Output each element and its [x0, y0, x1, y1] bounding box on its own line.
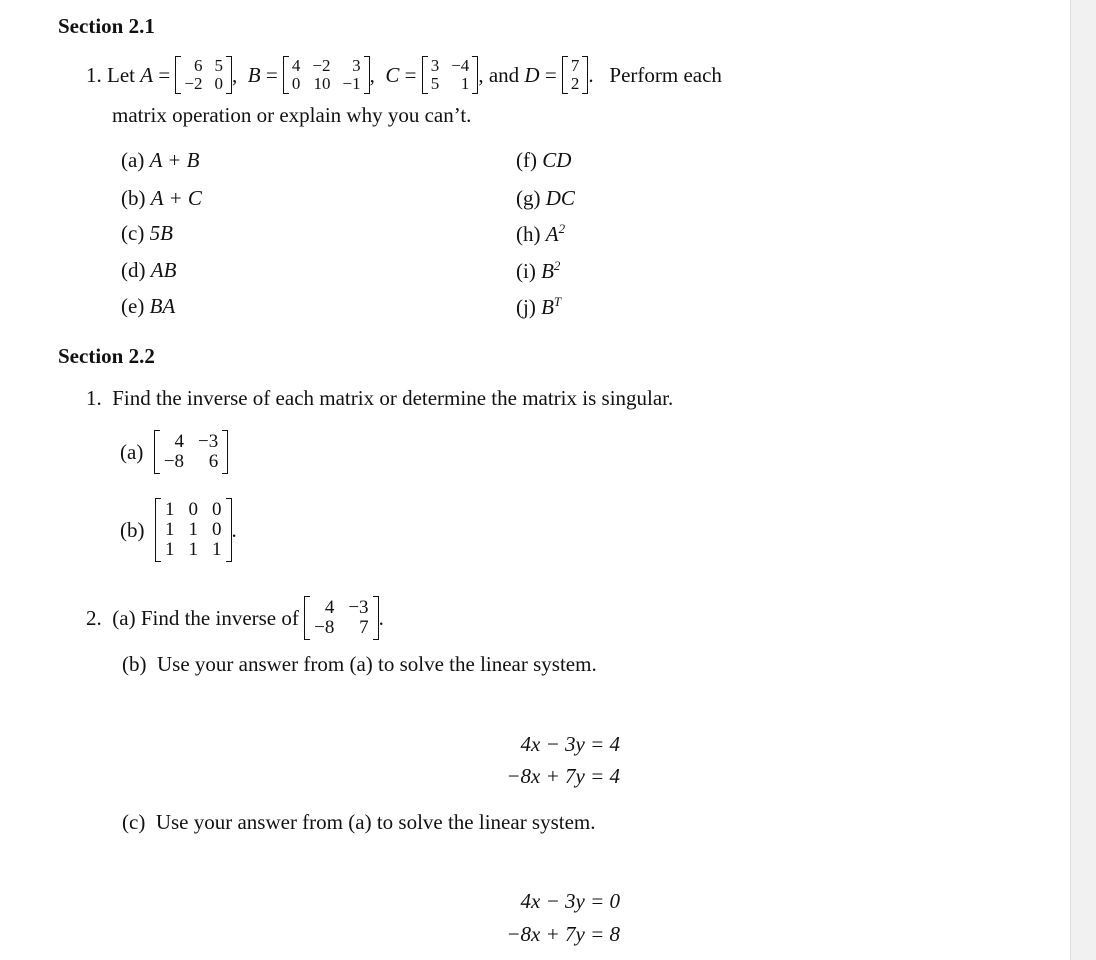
part-item	[516, 258, 560, 284]
problem-2-2-2-part-b	[122, 652, 597, 677]
part-label: (a)	[112, 605, 136, 630]
part-item	[121, 294, 175, 319]
matrix-entry: −8	[314, 617, 335, 638]
problem-2-2-2-part-c	[122, 810, 596, 835]
section-2-1-title: Section 2.1	[58, 14, 155, 38]
matrix-entry: 4	[324, 597, 335, 619]
part-item	[516, 221, 565, 247]
matrix-entry: −2	[184, 74, 203, 93]
matrix-entry: −8	[163, 451, 185, 472]
part-text: Find the inverse of	[140, 605, 299, 630]
matrix-entry: 0	[291, 74, 301, 93]
part-text: Use your answer from (a) to solve the linear system.	[157, 652, 597, 676]
part-expression: A + C	[150, 186, 202, 210]
matrix-A-name: A	[140, 62, 154, 87]
and-word: and	[488, 62, 520, 87]
matrix-entry: −3	[198, 431, 219, 453]
section-2-2-title: Section 2.2	[58, 344, 155, 368]
matrix-B-name: B	[247, 62, 261, 87]
part-label: (b)	[122, 652, 147, 676]
matrix-entry: 10	[313, 74, 331, 93]
part-superscript: T	[553, 294, 562, 309]
matrix-C	[422, 56, 479, 94]
part-label: (c)	[121, 221, 145, 245]
vertical-scrollbar[interactable]	[1070, 0, 1096, 960]
system2-eq2: −8x + 7y = 8	[506, 922, 620, 946]
system1-eq2: −8x + 7y = 4	[506, 764, 620, 788]
punctuation: .	[378, 605, 384, 630]
matrix-2-2-2-a	[304, 596, 378, 640]
matrix-entry: 1	[188, 538, 198, 560]
matrix-entry: 3	[352, 56, 361, 76]
problem-2-1-1-statement: 1. Let A = 6 5 −2 0 , B = 4 −2 3 0 10 −1 , C = 3 −4 5 1 , and D = 7 2 . Perform each	[86, 56, 722, 93]
matrix-entry: 6	[208, 451, 219, 472]
matrix-entry: 1	[165, 499, 175, 521]
part-label: (f)	[516, 148, 537, 172]
problem-2-2-1-statement	[86, 386, 673, 411]
matrix-entry: 5	[430, 74, 440, 93]
matrix-entry: 2	[570, 74, 580, 93]
part-item	[516, 148, 571, 173]
matrix-entry: 0	[212, 499, 222, 521]
problem-2-2-2-part-a	[86, 592, 384, 644]
part-item	[516, 294, 561, 320]
matrix-D-name: D	[524, 62, 540, 87]
matrix-A	[175, 56, 232, 94]
matrix-B	[283, 56, 370, 94]
part-label: (g)	[516, 186, 541, 210]
punctuation: .	[231, 517, 237, 542]
problem-2-2-1-part-a	[120, 424, 228, 480]
part-item	[121, 148, 200, 173]
matrix-entry: 0	[188, 499, 198, 521]
part-superscript: 2	[558, 221, 566, 236]
part-expression: B	[541, 295, 554, 319]
matrix-entry: 1	[188, 519, 198, 541]
part-expression: B	[541, 259, 554, 283]
matrix-entry: 1	[460, 74, 470, 93]
matrix-entry: 7	[570, 56, 580, 76]
part-expression: BA	[149, 294, 176, 318]
part-expression: A + B	[149, 148, 200, 172]
matrix-D	[562, 56, 589, 94]
part-label: (e)	[121, 294, 145, 318]
part-superscript: 2	[553, 258, 561, 273]
matrix-entry: 6	[194, 56, 203, 76]
part-expression: AB	[150, 258, 177, 282]
part-text: Use your answer from (a) to solve the linear system.	[155, 810, 596, 834]
matrix-entry: 1	[165, 519, 175, 541]
problem-2-2-1-part-b	[120, 490, 237, 570]
matrix-entry: 1	[212, 538, 222, 560]
part-expression: 5B	[149, 221, 173, 245]
part-label: (j)	[516, 295, 536, 319]
matrix-entry: 0	[212, 519, 222, 541]
part-item	[121, 258, 176, 283]
matrix-entry: 1	[165, 538, 175, 560]
part-label: (a)	[120, 439, 144, 464]
matrix-entry: 4	[174, 431, 185, 453]
let-word: Let	[107, 62, 135, 87]
part-label: (d)	[121, 258, 146, 282]
part-item	[121, 221, 173, 246]
part-label: (h)	[516, 222, 541, 246]
matrix-2-2-1-b	[155, 498, 232, 562]
part-label: (i)	[516, 259, 536, 283]
matrix-2-2-1-a	[154, 430, 228, 474]
part-item	[121, 186, 202, 211]
part-label: (c)	[122, 810, 146, 834]
matrix-entry: −4	[451, 56, 470, 76]
matrix-entry: 7	[359, 617, 369, 638]
part-expression: CD	[542, 148, 572, 172]
problem-number: 1.	[86, 62, 102, 87]
matrix-entry: 4	[291, 56, 301, 76]
problem-number: 1.	[86, 386, 102, 410]
matrix-entry: −3	[348, 597, 369, 619]
problem-2-1-1-line2: matrix operation or explain why you can’t.	[112, 103, 472, 127]
part-label: (b)	[121, 186, 146, 210]
matrix-C-name: C	[385, 62, 400, 87]
problem-text: Find the inverse of each matrix or determine the matrix is singular.	[112, 386, 674, 410]
part-label: (a)	[121, 148, 145, 172]
matrix-entry: −1	[342, 74, 361, 93]
problem-number: 2.	[86, 605, 102, 630]
part-label: (b)	[120, 517, 145, 542]
perform-each-text: Perform each	[609, 62, 722, 87]
matrix-entry: 0	[214, 74, 223, 93]
matrix-entry: 3	[430, 56, 440, 76]
system2-eq1: 4x − 3y = 0	[520, 889, 620, 913]
matrix-entry: 5	[214, 56, 223, 76]
part-expression: A	[545, 222, 559, 246]
system1-eq1: 4x − 3y = 4	[520, 732, 620, 756]
part-item	[516, 186, 575, 211]
matrix-entry: −2	[312, 56, 331, 76]
part-expression: DC	[545, 186, 575, 210]
